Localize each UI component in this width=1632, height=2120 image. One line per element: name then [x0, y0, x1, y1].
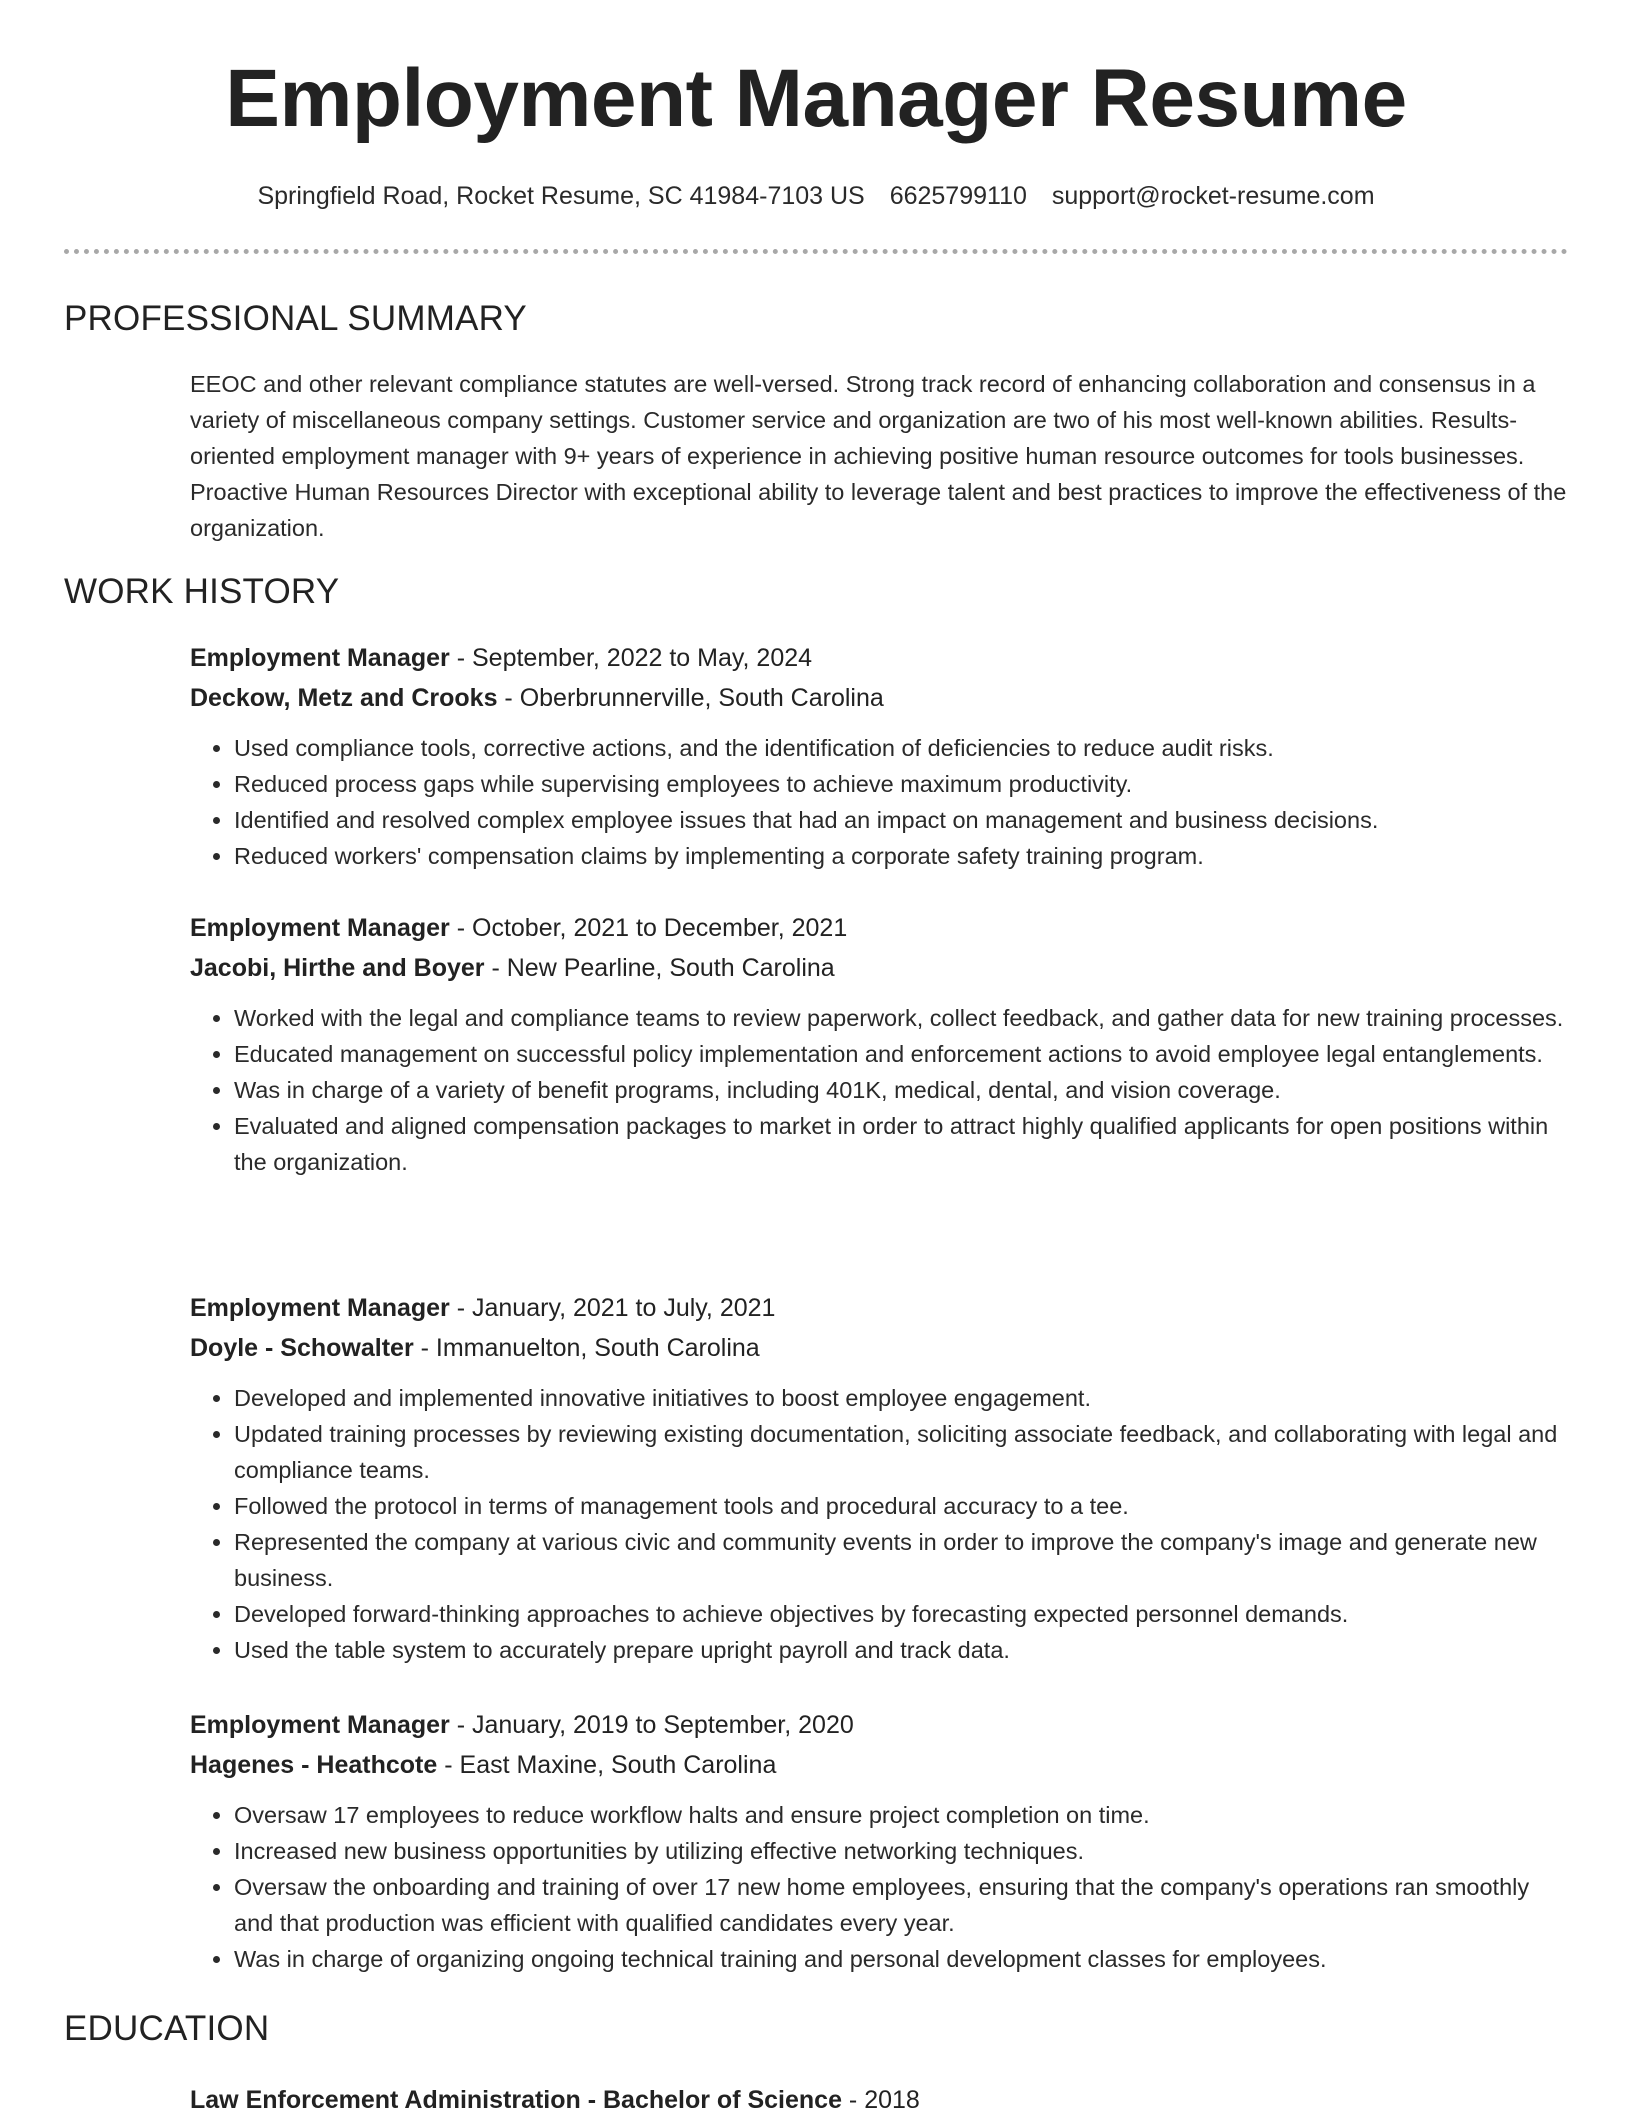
contact-email: support@rocket-resume.com: [1051, 182, 1375, 210]
list-item: • Increased new business opportunities by utilizing effective networking techniques.: [234, 1833, 1570, 1869]
list-item: • Represented the company at various civic and community events in order to improve the company's image and generate new business.: [234, 1524, 1570, 1596]
list-item: • Was in charge of organizing ongoing technical training and personal development classes for employees.: [234, 1941, 1570, 1977]
education-degree: Law Enforcement Administration - Bachelor of Science: [190, 2086, 842, 2114]
job-company: Jacobi, Hirthe and Boyer: [190, 954, 485, 982]
job-entry: [190, 638, 1570, 874]
job-title-line: [190, 1705, 1570, 1745]
list-item: • Reduced process gaps while supervising employees to achieve maximum productivity.: [234, 766, 1570, 802]
list-item: • Oversaw 17 employees to reduce workflow halts and ensure project completion on time.: [234, 1797, 1570, 1833]
list-item: • Updated training processes by reviewing existing documentation, soliciting associate feedback, and collaborating with legal and compliance teams.: [234, 1416, 1570, 1488]
job-company: Hagenes - Heathcote: [190, 1751, 438, 1779]
list-item: • Developed and implemented innovative initiatives to boost employee engagement.: [234, 1380, 1570, 1416]
job-company: Doyle - Schowalter: [190, 1334, 414, 1362]
job-bullets: [190, 730, 1570, 874]
resume-title: Employment Manager Resume: [225, 53, 1407, 144]
job-role: Employment Manager: [190, 1711, 450, 1739]
education-entry: [190, 2080, 1570, 2120]
job-dates: - September, 2022 to May, 2024: [449, 644, 813, 672]
job-company: Deckow, Metz and Crooks: [190, 684, 498, 712]
list-item: • Worked with the legal and compliance teams to review paperwork, collect feedback, and gather data for new training processes.: [234, 1000, 1570, 1036]
list-item: • Developed forward-thinking approaches to achieve objectives by forecasting expected personnel demands.: [234, 1596, 1570, 1632]
list-item: • Used compliance tools, corrective actions, and the identification of deficiencies to reduce audit risks.: [234, 730, 1570, 766]
section-title-work-history: WORK HISTORY: [64, 572, 340, 611]
section-title-summary: PROFESSIONAL SUMMARY: [64, 299, 527, 338]
header-divider: [64, 249, 1568, 254]
list-item: • Identified and resolved complex employee issues that had an impact on management and business decisions.: [234, 802, 1570, 838]
education-line: [190, 2080, 1570, 2120]
contact-line: [0, 180, 1632, 213]
job-title-line: [190, 1288, 1570, 1328]
job-title-line: [190, 638, 1570, 678]
list-item: • Evaluated and aligned compensation packages to market in order to attract highly qualified applicants for open positions within the organization.: [234, 1108, 1570, 1180]
list-item: • Was in charge of a variety of benefit programs, including 401K, medical, dental, and vision coverage.: [234, 1072, 1570, 1108]
list-item: • Used the table system to accurately prepare upright payroll and track data.: [234, 1632, 1570, 1668]
contact-phone: 6625799110: [889, 182, 1027, 210]
job-entry: [190, 1705, 1570, 1977]
job-company-line: [190, 678, 1570, 718]
summary-text: EEOC and other relevant compliance statutes are well-versed. Strong track record of enhancing collaboration and consensus in a variety of miscellaneous company settings. Customer service and organization are two of his most well-known abilities. Results-oriented employment manager with 9+ years of experience in achieving positive human resource outcomes for tools businesses. Proactive Human Resources Director with exceptional ability to leverage talent and best practices to improve the effectiveness of the organization.: [190, 371, 1567, 541]
education-year: - 2018: [841, 2086, 920, 2114]
job-title-line: [190, 908, 1570, 948]
job-role: Employment Manager: [190, 1294, 450, 1322]
job-company-line: [190, 1328, 1570, 1368]
job-company-line: [190, 948, 1570, 988]
job-bullets: [190, 1797, 1570, 1977]
contact-address: Springfield Road, Rocket Resume, SC 41984-7103 US: [257, 182, 865, 210]
job-bullets: [190, 1380, 1570, 1668]
job-dates: - January, 2019 to September, 2020: [449, 1711, 854, 1739]
job-bullets: [190, 1000, 1570, 1180]
job-company-line: [190, 1745, 1570, 1785]
job-location: - East Maxine, South Carolina: [437, 1751, 777, 1779]
job-location: - New Pearline, South Carolina: [484, 954, 835, 982]
job-role: Employment Manager: [190, 644, 450, 672]
job-entry: [190, 908, 1570, 1180]
job-location: - Oberbrunnerville, South Carolina: [497, 684, 884, 712]
job-location: - Immanuelton, South Carolina: [413, 1334, 760, 1362]
job-dates: - January, 2021 to July, 2021: [449, 1294, 776, 1322]
job-role: Employment Manager: [190, 914, 450, 942]
section-title-education: EDUCATION: [64, 2009, 270, 2048]
job-dates: - October, 2021 to December, 2021: [449, 914, 848, 942]
list-item: • Reduced workers' compensation claims by implementing a corporate safety training program.: [234, 838, 1570, 874]
list-item: • Followed the protocol in terms of management tools and procedural accuracy to a tee.: [234, 1488, 1570, 1524]
list-item: • Oversaw the onboarding and training of over 17 new home employees, ensuring that the company's operations ran smoothly and that production was efficient with qualified candidates every year.: [234, 1869, 1570, 1941]
list-item: • Educated management on successful policy implementation and enforcement actions to avoid employee legal entanglements.: [234, 1036, 1570, 1072]
job-entry: [190, 1288, 1570, 1668]
